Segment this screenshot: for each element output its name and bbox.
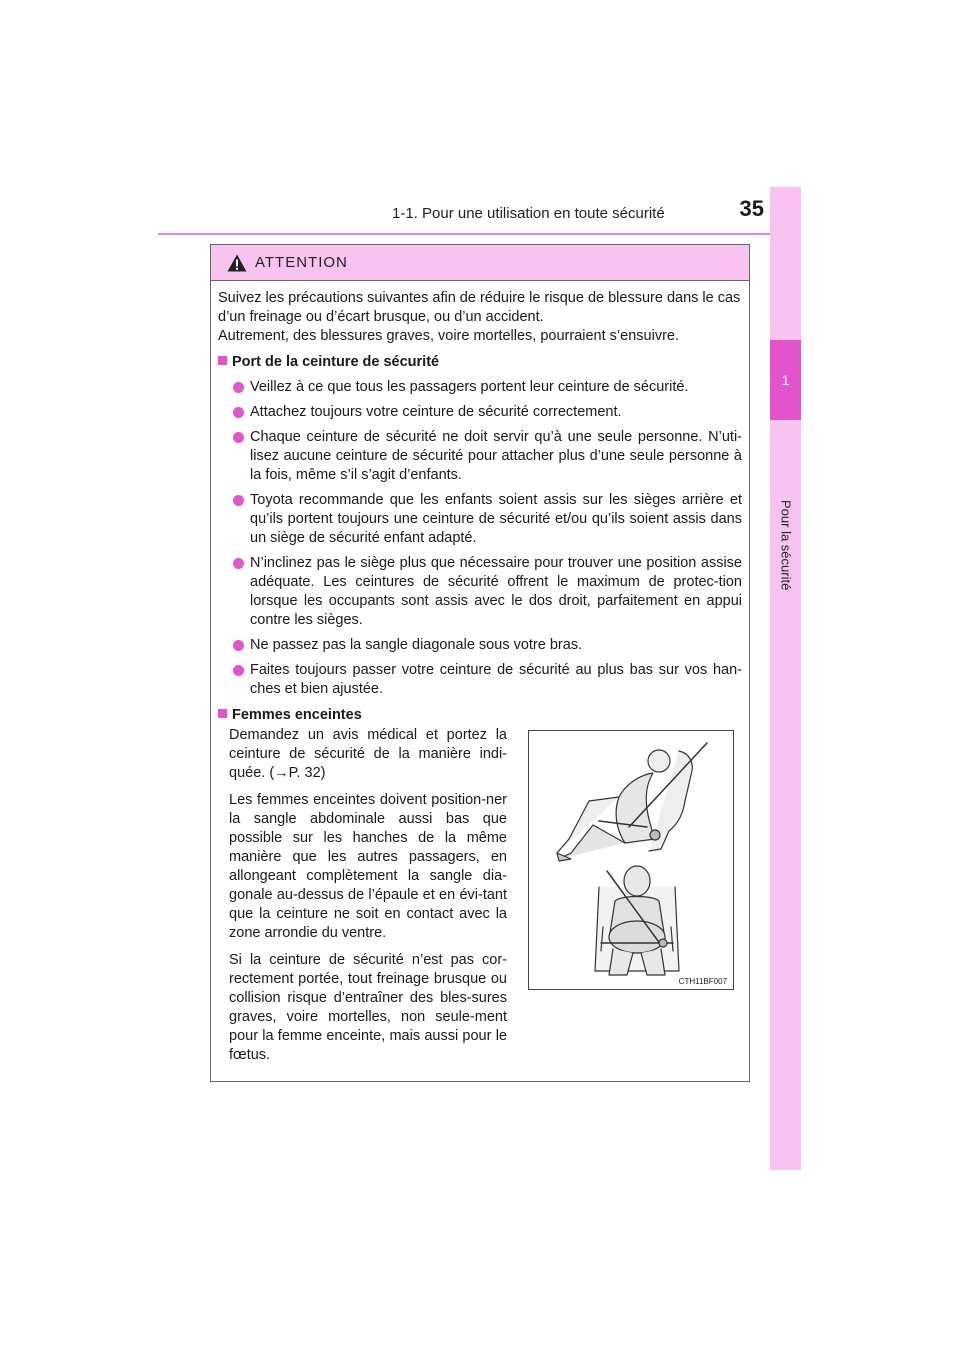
bullet-dot-icon <box>233 558 244 569</box>
bullet-item <box>218 428 742 485</box>
section-heading-text: Femmes enceintes <box>232 707 362 723</box>
section-heading-text: Port de la ceinture de sécurité <box>232 354 440 370</box>
warning-box <box>210 244 750 1082</box>
bullet-dot-icon <box>233 640 244 651</box>
bullet-item <box>218 378 742 397</box>
bullet-item <box>218 403 742 422</box>
square-bullet-icon <box>218 709 227 718</box>
bullet-text: Toyota recommande que les enfants soient assis sur les sièges arrière et qu’ils portent toujours une ceinture de sécurité et/ou qu’ils soient assis dans un siège de sécurité enfant adapté. <box>250 492 742 546</box>
bullet-dot-icon <box>233 407 244 418</box>
warning-intro: Suivez les précautions suivantes afin de réduire le risque de blessure dans le cas d’un freinage ou d’écart brusque, ou d’un accident. <box>218 290 741 325</box>
pregnant-paragraph: Demandez un avis médical et portez la ceinture de sécurité de la manière indi-quée. (→P. 32) <box>229 727 507 781</box>
section-title: 1-1. Pour une utilisation en toute sécurité <box>392 205 665 222</box>
warning-title: ATTENTION <box>255 254 348 271</box>
bullet-item <box>218 661 742 699</box>
section-heading-seatbelt <box>218 353 742 372</box>
pregnant-text-block <box>229 726 507 1073</box>
bullet-text: Ne passez pas la sangle diagonale sous votre bras. <box>250 637 583 653</box>
seatbelt-illustration <box>528 730 734 990</box>
page-number: 35 <box>739 196 764 221</box>
pregnant-seatbelt-drawing <box>529 731 733 989</box>
bullet-text: Veillez à ce que tous les passagers portent leur ceinture de sécurité. <box>250 379 689 395</box>
section-heading-pregnant <box>218 706 742 725</box>
seatbelt-bullet-list <box>218 378 742 699</box>
bullet-dot-icon <box>233 382 244 393</box>
bullet-dot-icon <box>233 665 244 676</box>
warning-triangle-icon <box>227 254 247 272</box>
header-divider <box>158 233 800 235</box>
bullet-text: Chaque ceinture de sécurité ne doit servir qu’à une seule personne. N’uti-lisez aucune ceinture de sécurité pour attacher plus d’une seule personne à la fois, même s’il s’agit d’enfants. <box>250 429 742 483</box>
figure-code: CTH11BF007 <box>678 977 727 986</box>
pregnant-paragraph: Si la ceinture de sécurité n’est pas cor-rectement portée, tout freinage brusque ou collision risque d’entraîner des bles-sures graves, voire mortelles, non seule-ment pour la femme enceinte, mais aussi pour le fœtus. <box>229 952 507 1063</box>
pregnant-paragraph: Les femmes enceintes doivent position-ner la sangle abdominale aussi bas que possible sur les hanches de la même manière que les autres passagers, en allongeant complètement la sangle dia-gonale au-dessus de l’épaule et en évi-tant que la ceinture ne soit en contact avec la zone arrondie du ventre. <box>229 792 507 941</box>
bullet-item <box>218 554 742 630</box>
bullet-dot-icon <box>233 432 244 443</box>
bullet-item <box>218 491 742 548</box>
bullet-item <box>218 636 742 655</box>
warning-intro: Autrement, des blessures graves, voire mortelles, pourraient s’ensuivre. <box>218 328 679 344</box>
bullet-text: N’inclinez pas le siège plus que nécessaire pour trouver une position assise adéquate. Les ceintures de sécurité offrent le maximum de protec-tion lorsque les occupants sont assis avec le dos droit, parfaitement en appui contre les sièges. <box>250 555 742 628</box>
square-bullet-icon <box>218 356 227 365</box>
chapter-tab-active <box>770 340 801 420</box>
chapter-label: Pour la sécurité <box>778 500 794 591</box>
bullet-text: Attachez toujours votre ceinture de sécurité correctement. <box>250 404 622 420</box>
warning-body <box>211 281 749 725</box>
warning-header <box>211 245 749 281</box>
bullet-text: Faites toujours passer votre ceinture de sécurité au plus bas sur vos han-ches et bien ajustée. <box>250 662 742 697</box>
chapter-number: 1 <box>781 372 790 388</box>
chapter-side-tab <box>770 187 801 1170</box>
bullet-dot-icon <box>233 495 244 506</box>
